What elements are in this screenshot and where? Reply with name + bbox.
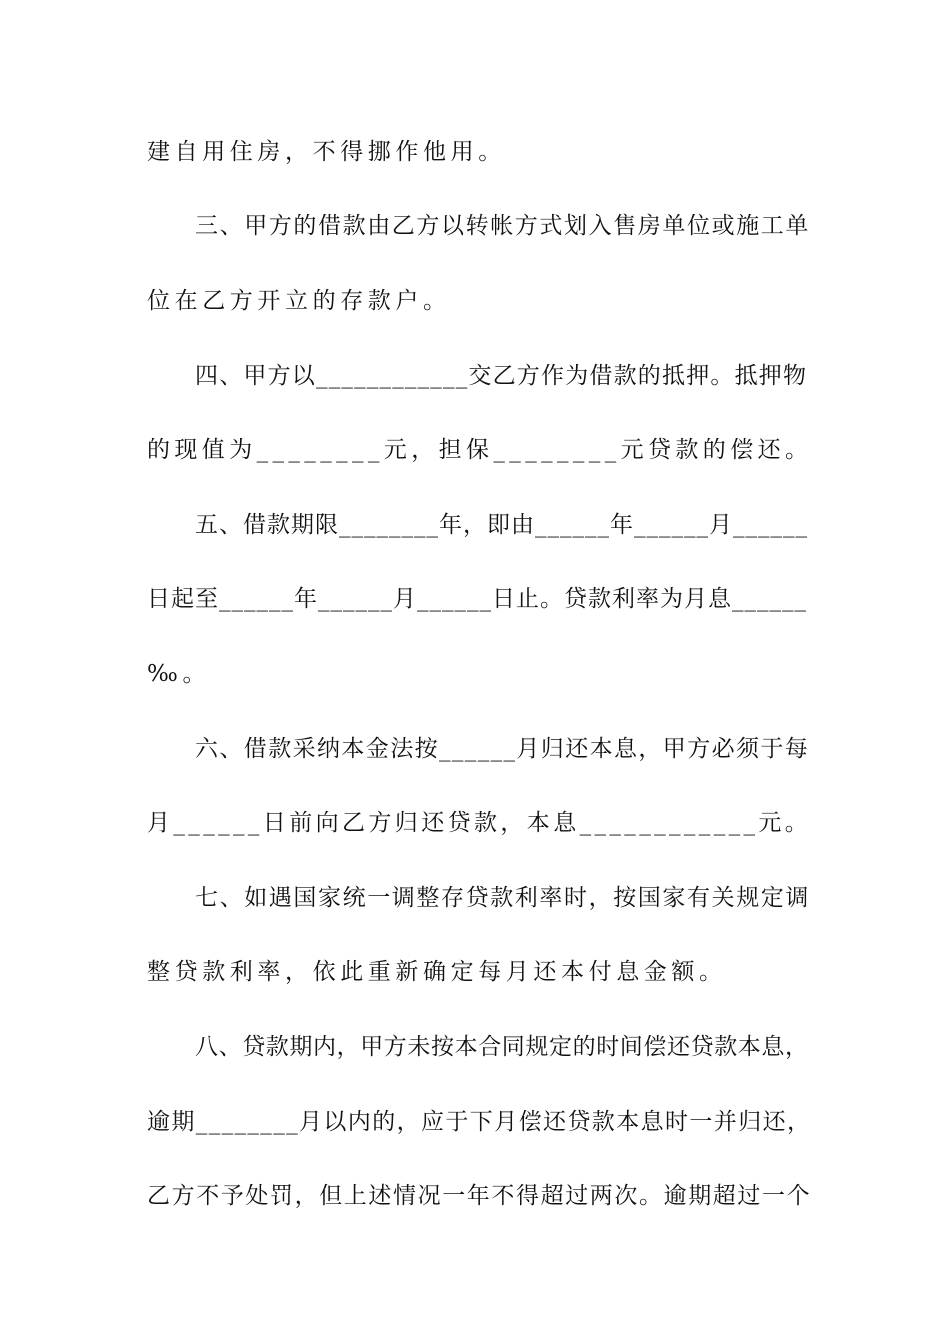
clause-3-line: 三、甲方的借款由乙方以转帐方式划入售房单位或施工单 xyxy=(195,213,810,239)
text-line: 月______日前向乙方归还贷款，本息____________元。 xyxy=(147,810,812,836)
text-line: 整贷款利率，依此重新确定每月还本付息金额。 xyxy=(147,959,727,985)
clause-8-line: 八、贷款期内，甲方未按本合同规定的时间偿还贷款本息， xyxy=(195,1034,809,1060)
text-line: ‰。 xyxy=(147,661,211,687)
clause-5-line: 五、借款期限________年，即由______年______月______ xyxy=(195,512,808,538)
clause-4-line: 四、甲方以____________交乙方作为借款的抵押。抵押物 xyxy=(195,363,808,389)
text-line: 乙方不予处罚，但上述情况一年不得超过两次。逾期超过一个 xyxy=(147,1183,812,1209)
text-line: 位在乙方开立的存款户。 xyxy=(147,288,451,314)
text-line: 的现值为________元，担保________元贷款的偿还。 xyxy=(147,437,813,463)
clause-7-line: 七、如遇国家统一调整存贷款利率时，按国家有关规定调 xyxy=(195,885,810,911)
clause-6-line: 六、借款采纳本金法按______月归还本息，甲方必须于每 xyxy=(195,736,810,762)
text-line: 日起至______年______月______日止。贷款利率为月息______ xyxy=(147,586,807,612)
text-line: 逾期________月以内的，应于下月偿还贷款本息时一并归还， xyxy=(147,1109,812,1135)
text-line: 建自用住房，不得挪作他用。 xyxy=(147,139,506,165)
